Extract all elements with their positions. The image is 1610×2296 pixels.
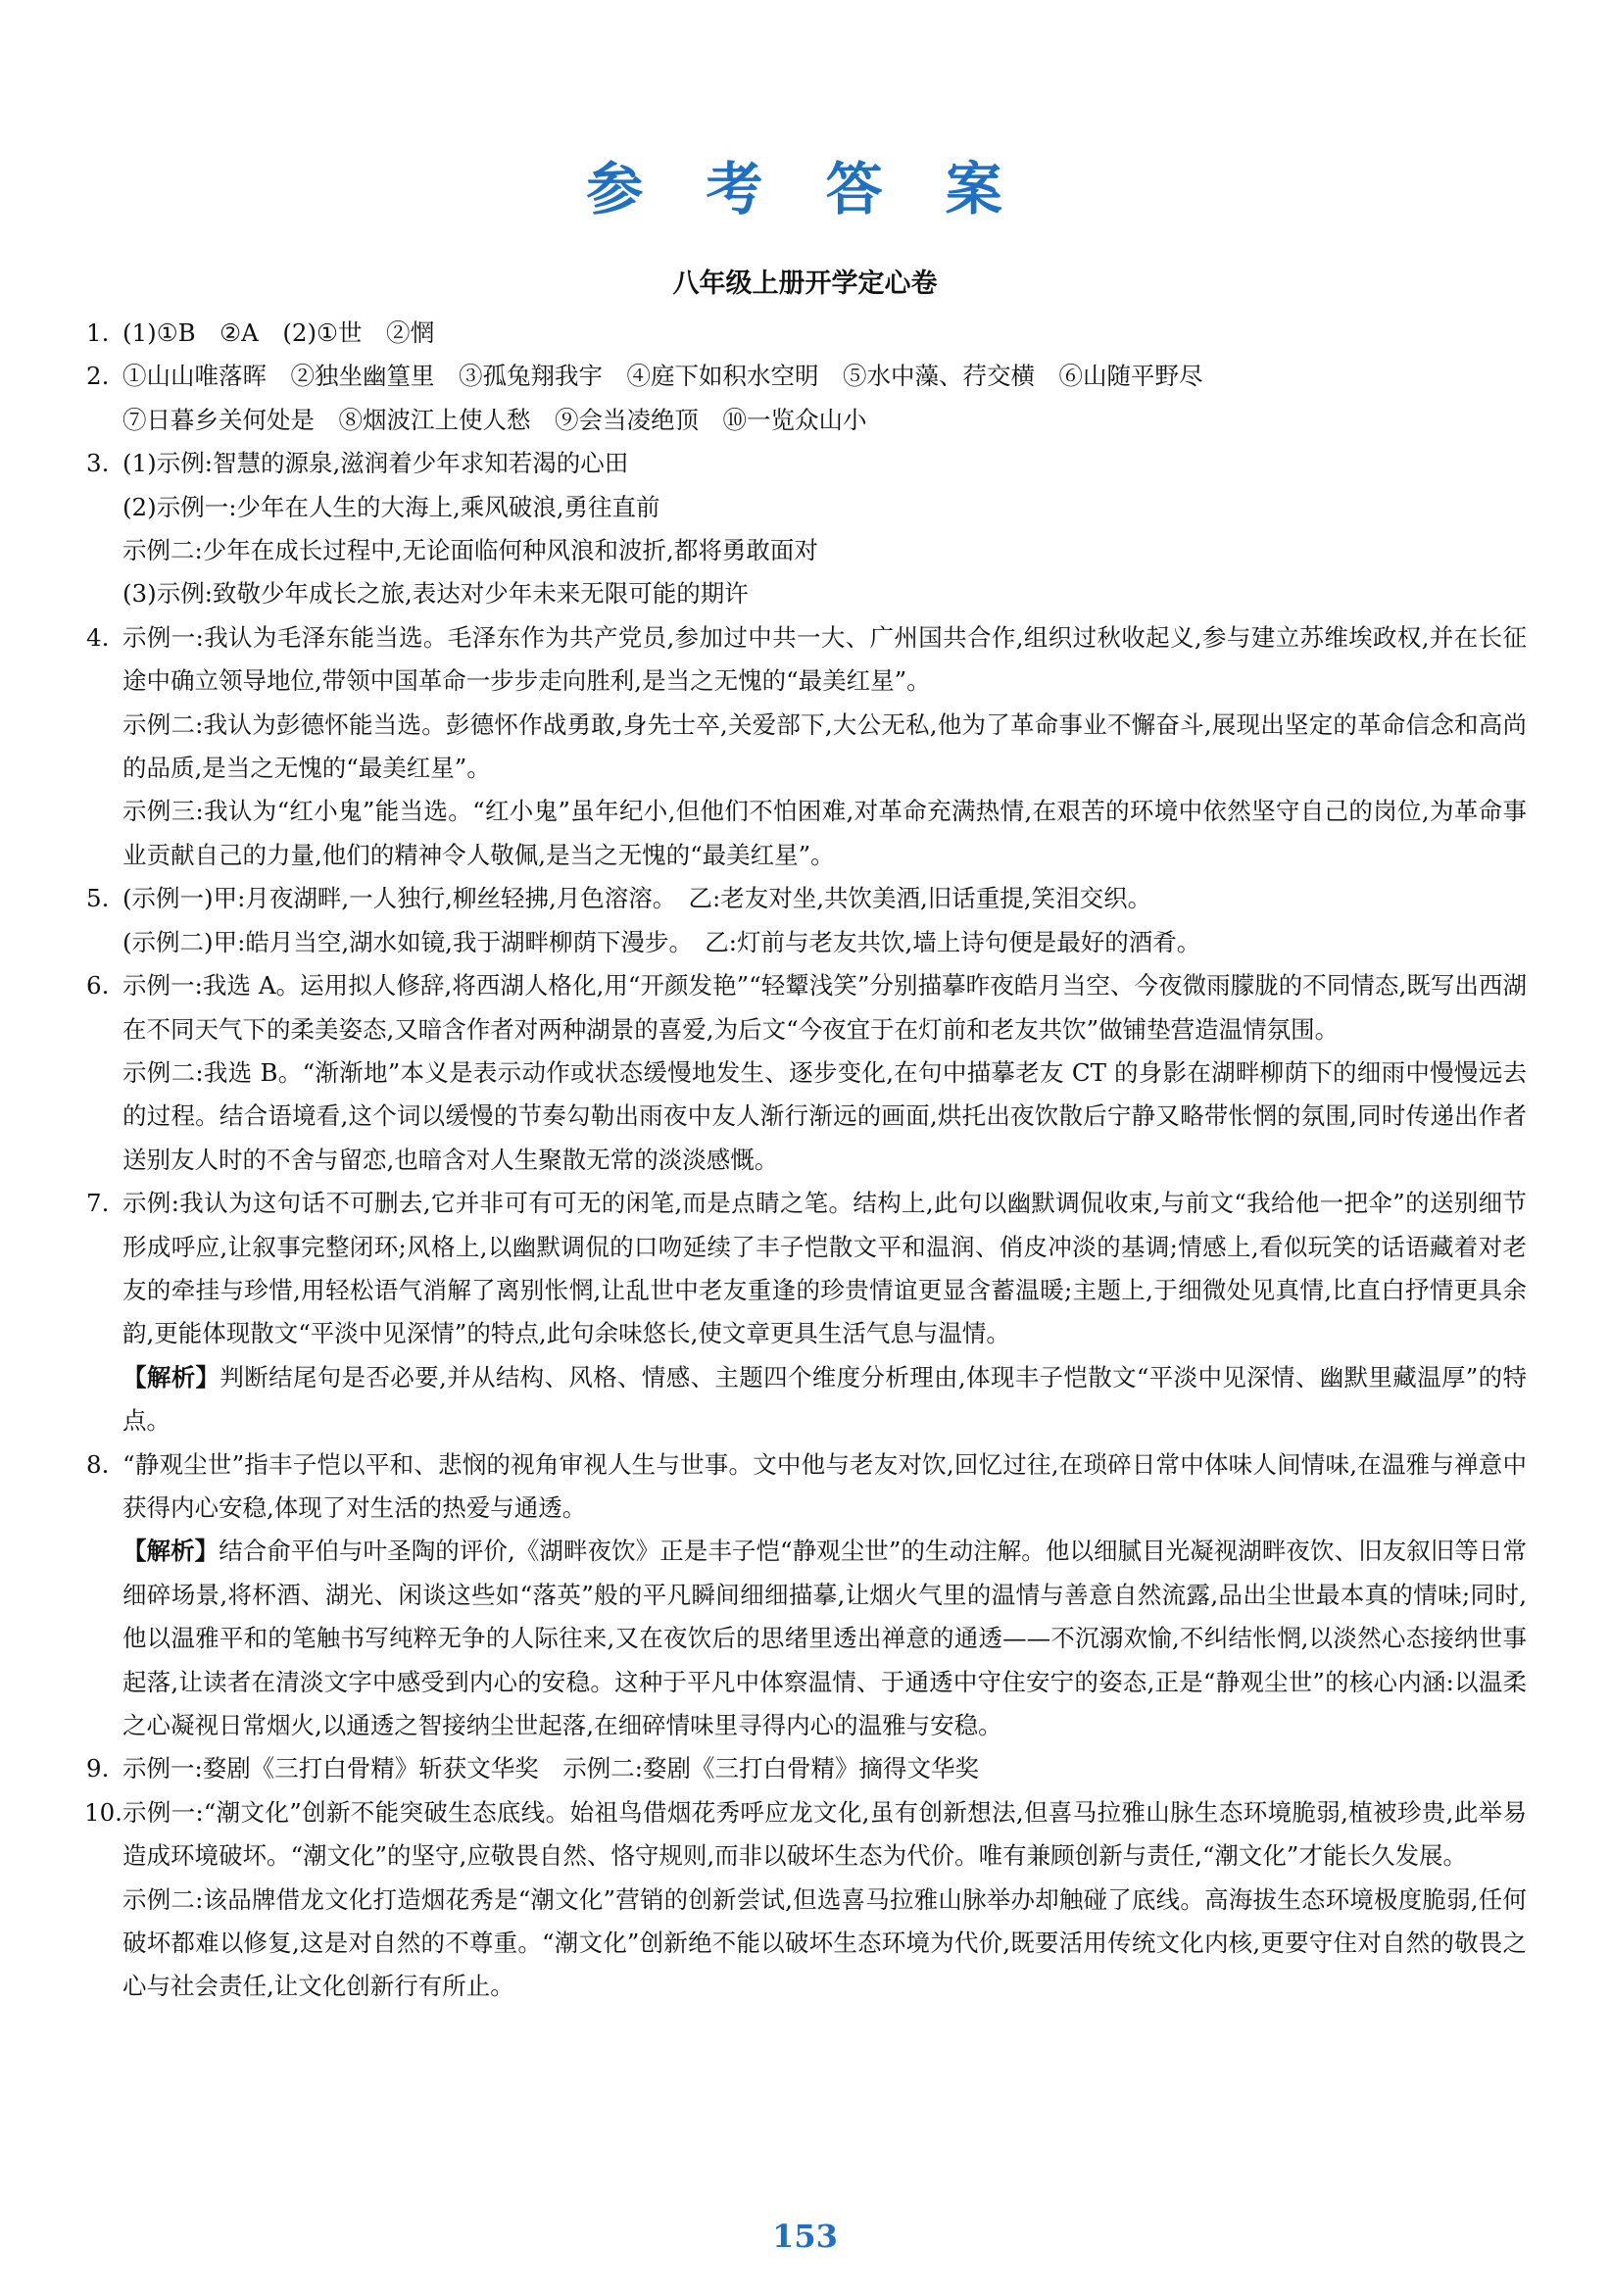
analysis-tag: 【解析】 — [122, 1362, 220, 1392]
answer-paragraph: 示例一:“潮文化”创新不能突破生态底线。始祖鸟借烟花秀呼应龙文化,虽有创新想法,但喜马拉雅山脉生态环境脆弱,植被珍贵,此举易造成环境破坏。“潮文化”的坚守,应敬畏自然、恪守规则,而非以破坏生态为代价。唯有兼顾创新与责任,“潮文化”才能长久发展。 — [122, 1797, 1527, 1871]
answer-line: (示例一)甲:月夜湖畔,一人独行,柳丝轻拂,月色溶溶。 乙:老友对坐,共饮美酒,旧话重提,笑泪交织。 — [122, 884, 1152, 913]
answer-number: 9. — [86, 1754, 110, 1783]
page-title: 参 考 答 案 — [586, 156, 1024, 222]
answer-paragraph: 示例二:我选 B。“渐渐地”本义是表示动作或状态缓慢地发生、逐步变化,在句中描摹老友 CT 的身影在湖畔柳荫下的细雨中慢慢远去的过程。结合语境看,这个词以缓慢的节奏勾勒出雨夜中友人渐行渐远的画面,烘托出夜饮散后宁静又略带怅惘的氛围,同时传递出作者送别友人时的不舍与留恋,也暗含对人生聚散无常的淡淡感慨。 — [122, 1057, 1527, 1174]
page-number: 153 — [772, 2218, 838, 2255]
answer-number: 2. — [86, 362, 110, 391]
answer-paragraph: “静观尘世”指丰子恺以平和、悲悯的视角审视人生与世事。文中他与老友对饮,回忆过往,在琐碎日常中体味人间情味,在温雅与禅意中获得内心安稳,体现了对生活的热爱与通透。 — [122, 1449, 1527, 1522]
answer-list — [86, 312, 1527, 2009]
analysis-text: 结合俞平伯与叶圣陶的评价,《湖畔夜饮》正是丰子恺“静观尘世”的生动注解。他以细腻目光凝视湖畔夜饮、旧友叙旧等日常细碎场景,将杯酒、湖光、闲谈这些如“落英”般的平凡瞬间细细描摹,让烟火气里的温情与善意自然流露,品出尘世最本真的情味;同时,他以温雅平和的笔触书写纯粹无争的人际往来,又在夜饮后的思绪里透出禅意的通透——不沉溺欢愉,不纠结怅惘,以淡然心态接纳世事起落,让读者在清淡文字中感受到内心的安稳。这种于平凡中体察温情、于通透中守住安宁的姿态,正是“静观尘世”的核心内涵:以温柔之心凝视日常烟火,以通透之智接纳尘世起落,在细碎情味里寻得内心的温雅与安稳。 — [122, 1537, 1527, 1739]
answer-paragraph: 示例三:我认为“红小鬼”能当选。“红小鬼”虽年纪小,但他们不怕困难,对革命充满热情,在艰苦的环境中依然坚守自己的岗位,为革命事业贡献自己的力量,他们的精神令人敬佩,是当之无愧的“最美红星”。 — [122, 797, 1527, 869]
answer-item-1 — [86, 312, 1527, 355]
answer-line: 示例二:少年在成长过程中,无论面临何种风浪和波折,都将勇敢面对 — [122, 536, 818, 565]
answer-number: 10. — [84, 1797, 122, 1827]
answer-number: 7. — [86, 1189, 110, 1218]
answer-item-2 — [86, 355, 1527, 442]
answer-item-5 — [86, 877, 1527, 964]
answer-item-9 — [86, 1747, 1527, 1790]
analysis-text: 判断结尾句是否必要,并从结构、风格、情感、主题四个维度分析理由,体现丰子恺散文“平淡中见深情、幽默里藏温厚”的特点。 — [122, 1362, 1528, 1436]
section-title: 八年级上册开学定心卷 — [672, 269, 938, 299]
analysis-note — [122, 1530, 1527, 1747]
answer-line: (1)①B ②A (2)①世 ②惘 — [122, 318, 434, 347]
answer-line: (示例二)甲:皓月当空,湖水如镜,我于湖畔柳荫下漫步。 乙:灯前与老友共饮,墙上诗句便是最好的酒肴。 — [122, 927, 1201, 956]
answer-paragraph: 示例:我认为这句话不可删去,它并非可有可无的闲笔,而是点睛之笔。结构上,此句以幽默调侃收束,与前文“我给他一把伞”的送别细节形成呼应,让叙事完整闭环;风格上,以幽默调侃的口吻延续了丰子恺散文平和温润、俏皮冲淡的基调;情感上,看似玩笑的话语藏着对老友的牵挂与珍惜,用轻松语气消解了离别怅惘,让乱世中老友重逢的珍贵情谊更显含蓄温暖;主题上,于细微处见真情,比直白抒情更具余韵,更能体现散文“平淡中见深情”的特点,此句余味悠长,使文章更具生活气息与温情。 — [122, 1189, 1527, 1348]
answer-item-6 — [86, 964, 1527, 1182]
answer-line: ①山山唯落晖 ②独坐幽篁里 ③孤兔翔我宇 ④庭下如积水空明 ⑤水中藻、荇交横 ⑥山随平野尽 — [122, 362, 1203, 391]
answer-item-7 — [86, 1182, 1527, 1442]
answer-number: 4. — [86, 622, 110, 652]
answer-item-8 — [86, 1443, 1527, 1748]
answer-number: 1. — [86, 318, 110, 347]
answer-paragraph: 示例二:我认为彭德怀能当选。彭德怀作战勇敢,身先士卒,关爱部下,大公无私,他为了革命事业不懈奋斗,展现出坚定的革命信念和高尚的品质,是当之无愧的“最美红星”。 — [122, 709, 1528, 783]
answer-line: (2)示例一:少年在人生的大海上,乘风破浪,勇往直前 — [122, 492, 660, 521]
answer-line: (3)示例:致敬少年成长之旅,表达对少年未来无限可能的期许 — [122, 579, 749, 609]
answer-paragraph: 示例一:我认为毛泽东能当选。毛泽东作为共产党员,参加过中共一大、广州国共合作,组织过秋收起义,参与建立苏维埃政权,并在长征途中确立领导地位,带领中国革命一步步走向胜利,是当之无愧的“最美红星”。 — [122, 622, 1527, 696]
analysis-note — [122, 1356, 1527, 1443]
answer-line: 示例一:婺剧《三打白骨精》斩获文华奖 示例二:婺剧《三打白骨精》摘得文华奖 — [122, 1754, 980, 1783]
answer-number: 3. — [86, 449, 110, 478]
answer-item-3 — [86, 442, 1527, 616]
answer-line: (1)示例:智慧的源泉,滋润着少年求知若渴的心田 — [122, 449, 629, 478]
answer-item-10 — [86, 1791, 1527, 2009]
answer-number: 6. — [86, 971, 110, 1001]
analysis-tag: 【解析】 — [122, 1537, 220, 1566]
answer-paragraph: 示例一:我选 A。运用拟人修辞,将西湖人格化,用“开颜发艳”“轻颦浅笑”分别描摹昨夜皓月当空、今夜微雨朦胧的不同情态,既写出西湖在不同天气下的柔美姿态,又暗含作者对两种湖景的喜爱,为后文“今夜宜于在灯前和老友共饮”做铺垫营造温情氛围。 — [122, 971, 1527, 1044]
answer-paragraph: 示例二:该品牌借龙文化打造烟花秀是“潮文化”营销的创新尝试,但选喜马拉雅山脉举办却触碰了底线。高海拔生态环境极度脆弱,任何破坏都难以修复,这是对自然的不尊重。“潮文化”创新绝不能以破坏生态环境为代价,既要活用传统文化内核,更要守住对自然的敬畏之心与社会责任,让文化创新行有所止。 — [122, 1884, 1527, 2001]
answer-line: ⑦日暮乡关何处是 ⑧烟波江上使人愁 ⑨会当凌绝顶 ⑩一览众山小 — [122, 405, 867, 434]
answer-number: 8. — [86, 1449, 110, 1479]
answer-item-4 — [86, 616, 1527, 877]
answer-number: 5. — [86, 884, 110, 913]
